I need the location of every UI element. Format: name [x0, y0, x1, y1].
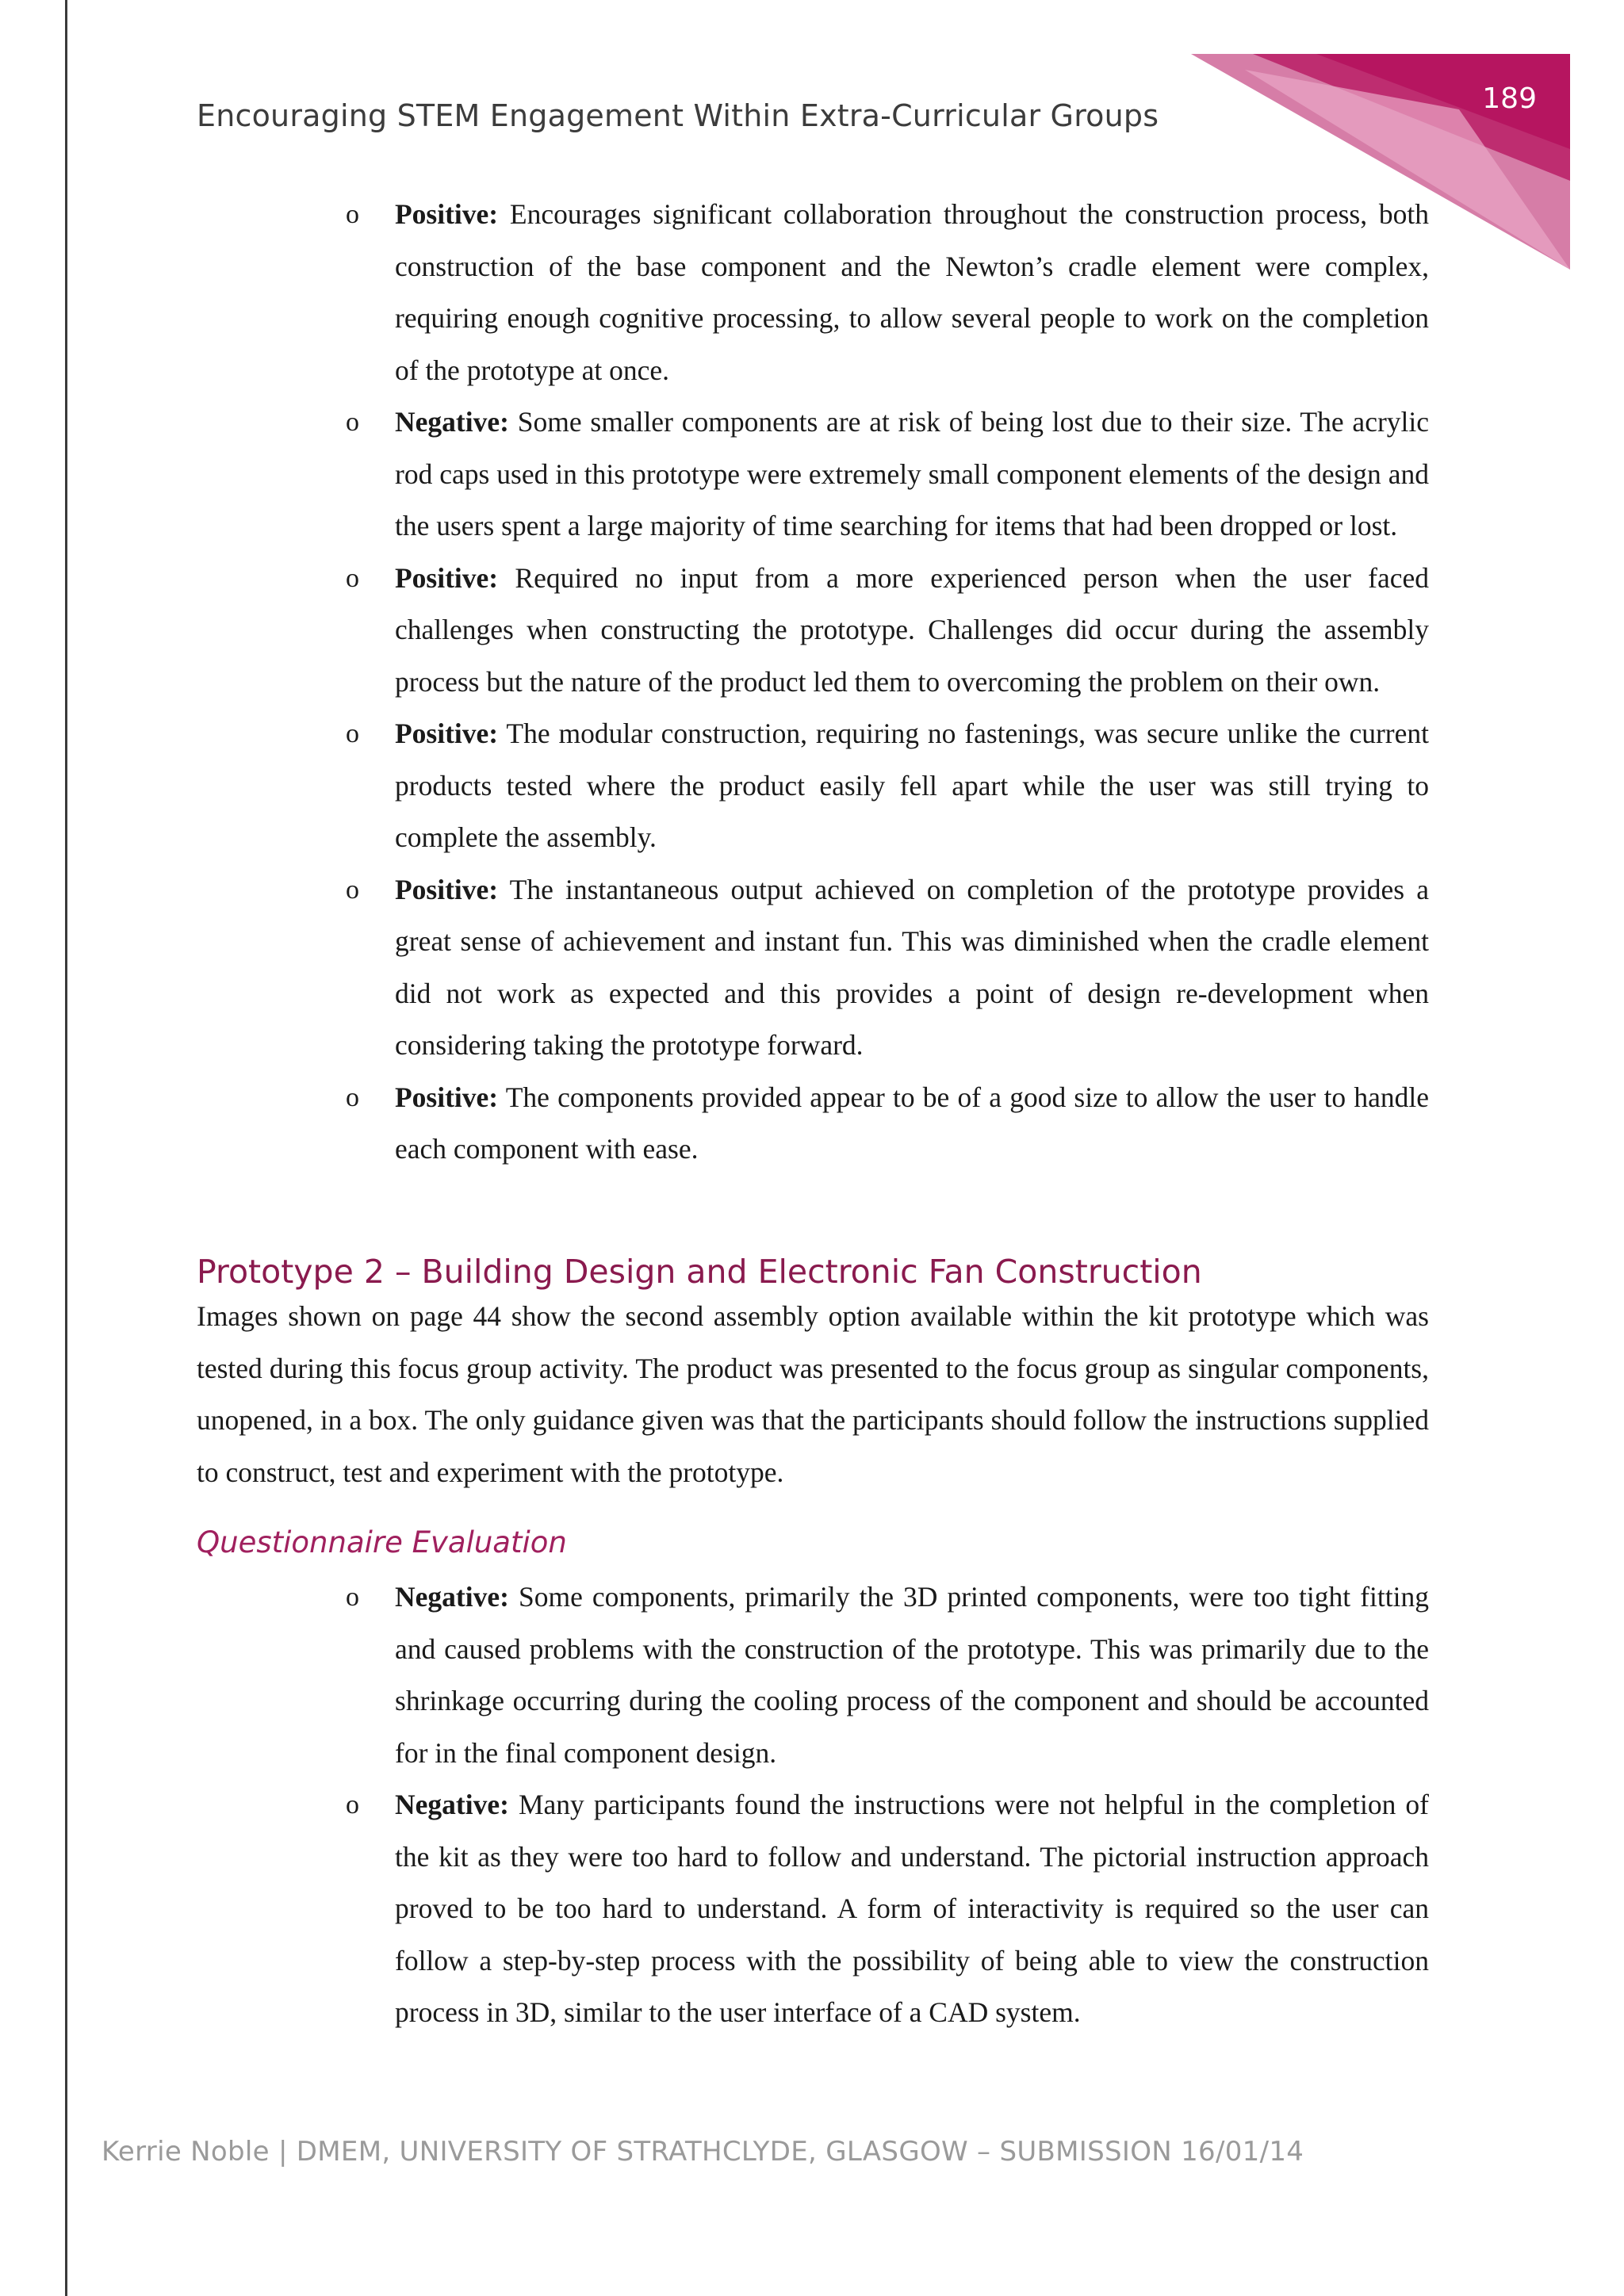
list-item [197, 396, 1429, 553]
bullet-marker: o [346, 1082, 359, 1112]
bullet-label: Negative: [395, 1789, 509, 1820]
bullet-marker: o [346, 1582, 359, 1612]
bullet-text [395, 864, 1429, 1072]
bullet-label: Positive: [395, 1081, 499, 1113]
bullet-marker: o [346, 719, 359, 748]
bullet-marker: o [346, 1790, 359, 1820]
list-item [197, 1571, 1429, 1779]
page-number: 189 [1482, 82, 1537, 115]
section-heading: Prototype 2 – Building Design and Electronic Fan Construction [197, 1253, 1202, 1291]
bullet-label: Positive: [395, 561, 499, 594]
list-item [197, 553, 1429, 709]
bullet-marker: o [346, 200, 359, 229]
bullet-body: Encourages significant collaboration throughout the construction process, both construction of the base component and the Newton’s cradle element were complex, requiring enough cognitive processing, to allow several people to work on the completion of the prototype at once. [395, 198, 1429, 386]
bullet-text [395, 1072, 1429, 1176]
bullet-text [395, 553, 1429, 709]
bullet-body: The components provided appear to be of a good size to allow the user to handle each component with ease. [395, 1081, 1429, 1165]
list-item [197, 708, 1429, 864]
bullet-marker: o [346, 874, 359, 905]
bullet-body: The modular construction, requiring no fastenings, was secure unlike the current products tested where the product easily fell apart while the user was still trying to complete the assembly. [395, 718, 1429, 853]
bullet-label: Positive: [395, 198, 499, 230]
page-footer: Kerrie Noble | DMEM, UNIVERSITY OF STRATHCLYDE, GLASGOW – SUBMISSION 16/01/14 [102, 2136, 1304, 2168]
bullet-text [395, 708, 1429, 864]
list-item [197, 1779, 1429, 2039]
bullet-marker: o [346, 563, 359, 593]
section-paragraph: Images shown on page 44 show the second assembly option available within the kit prototype which was tested during this focus group activity. The product was presented to the focus group as singular components, unopened, in a box. The only guidance given was that the participants should follow the instructions supplied to construct, test and experiment with the prototype. [197, 1300, 1429, 1488]
bullet-label: Positive: [395, 718, 499, 749]
bullet-marker: o [346, 408, 359, 437]
bullet-list-top [197, 189, 1429, 1176]
bullet-label: Negative: [395, 406, 509, 438]
bullet-text [395, 189, 1429, 396]
bullet-list-questionnaire [197, 1571, 1429, 2039]
list-item [197, 1072, 1429, 1176]
subsection-heading: Questionnaire Evaluation [197, 1525, 567, 1559]
bullet-body: Some components, primarily the 3D printed components, were too tight fitting and caused problems with the construction of the prototype. This was primarily due to the shrinkage occurring during the cooling process of the component and should be accounted for in the final component design. [395, 1581, 1429, 1769]
page-left-rule [65, 0, 67, 2296]
bullet-body: Required no input from a more experienced person when the user faced challenges when constructing the prototype. Challenges did occur during the assembly process but the nature of the product led them to overcoming the problem on their own. [395, 561, 1429, 698]
bullet-label: Negative: [395, 1581, 509, 1613]
bullet-text [395, 396, 1429, 553]
bullet-body: Many participants found the instructions were not helpful in the completion of the kit as they were too hard to follow and understand. The pictorial instruction approach proved to be too hard to understand. A form of interactivity is required so the user can follow a step-by-step process with the possibility of being able to view the construction process in 3D, similar to the user interface of a CAD system. [395, 1789, 1429, 2028]
bullet-label: Positive: [395, 873, 499, 905]
bullet-body: The instantaneous output achieved on completion of the prototype provides a great sense of achievement and instant fun. This was diminished when the cradle element did not work as expected and this provides a point of design re-development when considering taking the prototype forward. [395, 873, 1429, 1061]
running-header: Encouraging STEM Engagement Within Extra-Curricular Groups [197, 98, 1159, 133]
list-item [197, 189, 1429, 396]
bullet-text [395, 1779, 1429, 2039]
list-item [197, 864, 1429, 1072]
bullet-text [395, 1571, 1429, 1779]
bullet-body: Some smaller components are at risk of being lost due to their size. The acrylic rod caps used in this prototype were extremely small component elements of the design and the users spent a large majority of time searching for items that had been dropped or lost. [395, 406, 1429, 541]
